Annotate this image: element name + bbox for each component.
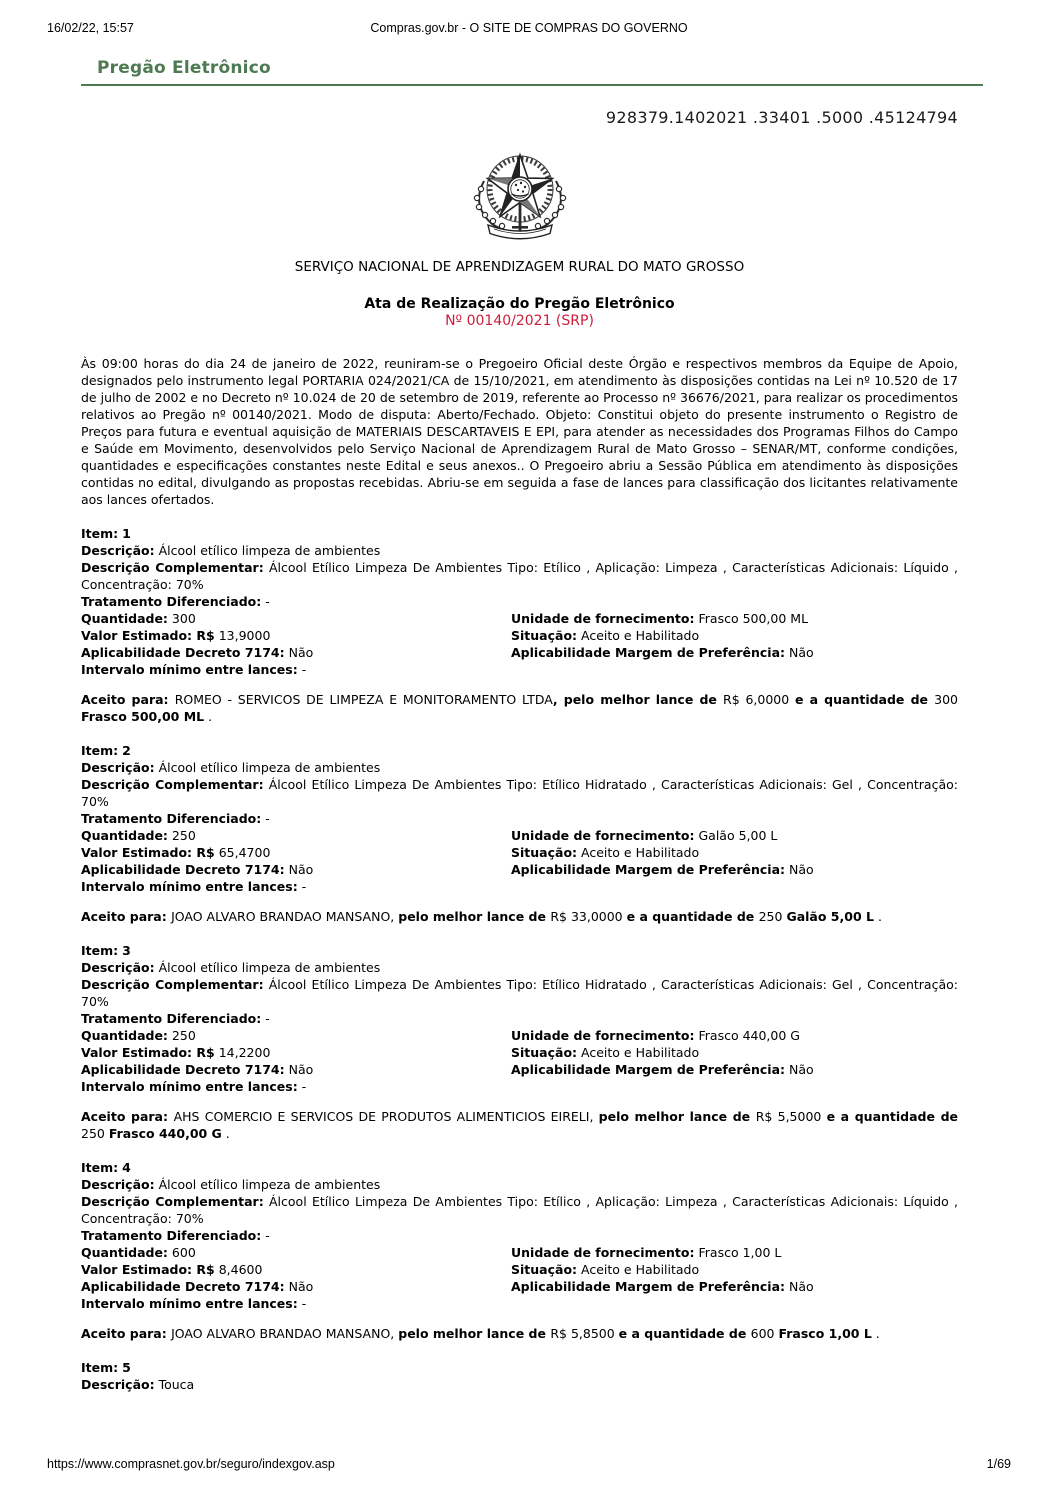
item-unidade bbox=[511, 1244, 958, 1261]
valor-estimado-situacao-row bbox=[81, 627, 958, 644]
margem-value: Não bbox=[789, 645, 814, 660]
item-label: Item: bbox=[81, 743, 119, 758]
document-content bbox=[81, 58, 958, 1393]
item-unidade bbox=[511, 610, 958, 627]
item-margem bbox=[511, 1278, 958, 1295]
margem-value: Não bbox=[789, 1062, 814, 1077]
decreto-value: Não bbox=[288, 862, 314, 877]
intervalo-value: - bbox=[301, 879, 307, 894]
item-situacao bbox=[511, 1044, 958, 1061]
item-label: Item: bbox=[81, 1360, 119, 1375]
print-datetime: 16/02/22, 15:57 bbox=[47, 21, 134, 35]
item-valor-estimado bbox=[81, 627, 511, 644]
descricao-value: Álcool etílico limpeza de ambientes bbox=[158, 960, 381, 975]
decreto-margem-row bbox=[81, 861, 958, 878]
item-descricao-complementar bbox=[81, 559, 958, 593]
page-indicator: 1/69 bbox=[986, 1457, 1011, 1471]
aceito-line bbox=[81, 1108, 958, 1142]
descricao-label: Descrição: bbox=[81, 543, 155, 558]
item-intervalo bbox=[81, 1078, 958, 1095]
margem-label: Aplicabilidade Margem de Preferência: bbox=[511, 862, 786, 877]
margem-label: Aplicabilidade Margem de Preferência: bbox=[511, 1279, 786, 1294]
aceito-text: JOAO ALVARO BRANDAO MANSANO, bbox=[171, 1326, 399, 1341]
intervalo-value: - bbox=[301, 1079, 307, 1094]
item-situacao bbox=[511, 627, 958, 644]
item-descricao bbox=[81, 1376, 958, 1393]
intro-paragraph: Às 09:00 horas do dia 24 de janeiro de 2022, reuniram-se o Pregoeiro Oficial deste Órgão e respectivos membros da Equipe de Apoio, designados pelo instrumento legal PORTARIA 024/2021/CA de 15/10/2021, em atendimento às disposições contidas na Lei nº 10.520 de 17 de julho de 2002 e no Decreto nº 10.024 de 20 de setembro de 2019, referente ao Processo nº 36676/2021, para realizar os procedimentos relativos ao Pregão nº 00140/2021. Modo de disputa: Aberto/Fechado. Objeto: Constitui objeto do presente instrumento o Registro de Preços para futura e eventual aquisição de MATERIAIS DESCARTAVEIS E EPI, para atender as necessidades dos Programas Filhos do Campo e Saúde em Movimento, desenvolvidos pelo Serviço Nacional de Aprendizagem Rural de Mato Grosso – SENAR/MT, conforme condições, quantidades e especificações constantes neste Edital e seus anexos.. O Pregoeiro abriu a Sessão Pública em atendimento às disposições contidas no edital, divulgando as propostas recebidas. Abriu-se em seguida a fase de lances para classificação dos licitantes relativamente aos lances ofertados. bbox=[81, 356, 958, 507]
valor-estimado-value: 14,2200 bbox=[218, 1045, 271, 1060]
descricao-complementar-label: Descrição Complementar: bbox=[81, 1194, 264, 1209]
item-block bbox=[81, 1159, 958, 1342]
print-footer bbox=[47, 1457, 1011, 1471]
descricao-complementar-label: Descrição Complementar: bbox=[81, 977, 264, 992]
aceito-emphasis: Frasco 440,00 G bbox=[108, 1126, 222, 1141]
intervalo-label: Intervalo mínimo entre lances: bbox=[81, 1079, 298, 1094]
situacao-label: Situação: bbox=[511, 628, 578, 643]
quantidade-value: 300 bbox=[171, 611, 196, 626]
item-block bbox=[81, 1359, 958, 1393]
quantidade-value: 250 bbox=[171, 1028, 196, 1043]
descricao-complementar-label: Descrição Complementar: bbox=[81, 560, 264, 575]
valor-estimado-label: Valor Estimado: R$ bbox=[81, 1045, 215, 1060]
item-number: 3 bbox=[122, 943, 131, 958]
aceito-text: 250 bbox=[81, 1126, 109, 1141]
item-number: 1 bbox=[122, 526, 131, 541]
aceito-text: R$ 33,0000 bbox=[550, 909, 627, 924]
descricao-value: Touca bbox=[158, 1377, 195, 1392]
aceito-emphasis: Galão 5,00 L bbox=[786, 909, 874, 924]
situacao-label: Situação: bbox=[511, 1045, 578, 1060]
section-heading: Pregão Eletrônico bbox=[97, 58, 271, 78]
item-margem bbox=[511, 644, 958, 661]
aceito-emphasis: e a quantidade de bbox=[626, 909, 759, 924]
aceito-text: R$ 5,8500 bbox=[550, 1326, 619, 1341]
item-label: Item: bbox=[81, 526, 119, 541]
descricao-value: Álcool etílico limpeza de ambientes bbox=[158, 1177, 381, 1192]
situacao-label: Situação: bbox=[511, 1262, 578, 1277]
descricao-complementar-value: Álcool Etílico Limpeza De Ambientes Tipo: Etílico , Aplicação: Limpeza , Características Adicionais: Líquido , Concentração: 70% bbox=[81, 1194, 958, 1226]
situacao-value: Aceito e Habilitado bbox=[581, 628, 700, 643]
print-title: Compras.gov.br - O SITE DE COMPRAS DO GOVERNO bbox=[370, 21, 688, 35]
aceito-text: R$ 5,5000 bbox=[755, 1109, 827, 1124]
item-quantidade bbox=[81, 1027, 511, 1044]
aceito-emphasis: e a quantidade de bbox=[618, 1326, 751, 1341]
valor-estimado-situacao-row bbox=[81, 844, 958, 861]
aceito-text: 250 bbox=[758, 909, 787, 924]
situacao-value: Aceito e Habilitado bbox=[581, 845, 700, 860]
item-decreto bbox=[81, 644, 511, 661]
aceito-emphasis: pelo melhor lance de bbox=[398, 909, 551, 924]
item-situacao bbox=[511, 1261, 958, 1278]
descricao-complementar-value: Álcool Etílico Limpeza De Ambientes Tipo: Etílico Hidratado , Características Adicionais: Gel , Concentração: 70% bbox=[81, 977, 958, 1009]
aceito-emphasis: , pelo melhor lance de bbox=[552, 692, 724, 707]
intervalo-value: - bbox=[301, 1296, 307, 1311]
valor-estimado-value: 13,9000 bbox=[218, 628, 271, 643]
item-block bbox=[81, 942, 958, 1142]
decreto-margem-row bbox=[81, 1278, 958, 1295]
item-valor-estimado bbox=[81, 844, 511, 861]
descricao-complementar-value: Álcool Etílico Limpeza De Ambientes Tipo: Etílico Hidratado , Características Adicionais: Gel , Concentração: 70% bbox=[81, 777, 958, 809]
unidade-label: Unidade de fornecimento: bbox=[511, 611, 695, 626]
item-descricao bbox=[81, 959, 958, 976]
aceito-text: . bbox=[204, 709, 213, 724]
item-intervalo bbox=[81, 1295, 958, 1312]
item-tratamento bbox=[81, 810, 958, 827]
descricao-complementar-value: Álcool Etílico Limpeza De Ambientes Tipo: Etílico , Aplicação: Limpeza , Características Adicionais: Líquido , Concentração: 70% bbox=[81, 560, 958, 592]
quantidade-value: 600 bbox=[171, 1245, 196, 1260]
document-title: Ata de Realização do Pregão Eletrônico bbox=[364, 296, 675, 312]
situacao-value: Aceito e Habilitado bbox=[581, 1262, 700, 1277]
item-label: Item: bbox=[81, 1160, 119, 1175]
section-heading-rule bbox=[81, 58, 983, 86]
quantidade-label: Quantidade: bbox=[81, 1028, 168, 1043]
descricao-label: Descrição: bbox=[81, 760, 155, 775]
item-quantidade bbox=[81, 827, 511, 844]
valor-estimado-label: Valor Estimado: R$ bbox=[81, 1262, 215, 1277]
item-header bbox=[81, 525, 958, 542]
aceito-line bbox=[81, 691, 958, 725]
document-number: 928379.1402021 .33401 .5000 .45124794 bbox=[605, 108, 958, 127]
aceito-emphasis: e a quantidade de bbox=[826, 1109, 958, 1124]
aceito-text: 300 bbox=[934, 692, 958, 707]
item-tratamento bbox=[81, 593, 958, 610]
unidade-label: Unidade de fornecimento: bbox=[511, 1245, 695, 1260]
aceito-text: JOAO ALVARO BRANDAO MANSANO, bbox=[171, 909, 399, 924]
intervalo-label: Intervalo mínimo entre lances: bbox=[81, 1296, 298, 1311]
item-header bbox=[81, 742, 958, 759]
brazil-coat-of-arms-icon bbox=[468, 147, 572, 243]
footer-url: https://www.comprasnet.gov.br/seguro/indexgov.asp bbox=[47, 1457, 335, 1471]
item-valor-estimado bbox=[81, 1044, 511, 1061]
item-intervalo bbox=[81, 878, 958, 895]
decreto-value: Não bbox=[288, 1279, 314, 1294]
item-descricao bbox=[81, 542, 958, 559]
unidade-value: Galão 5,00 L bbox=[698, 828, 778, 843]
unidade-value: Frasco 500,00 ML bbox=[698, 611, 809, 626]
aceito-line bbox=[81, 1325, 958, 1342]
quantidade-unidade-row bbox=[81, 1027, 958, 1044]
descricao-value: Álcool etílico limpeza de ambientes bbox=[158, 543, 381, 558]
item-decreto bbox=[81, 1061, 511, 1078]
decreto-label: Aplicabilidade Decreto 7174: bbox=[81, 1062, 285, 1077]
item-descricao-complementar bbox=[81, 976, 958, 1010]
tratamento-value: - bbox=[265, 594, 270, 609]
aceito-text: . bbox=[873, 909, 882, 924]
item-margem bbox=[511, 1061, 958, 1078]
decreto-label: Aplicabilidade Decreto 7174: bbox=[81, 862, 285, 877]
aceito-text: ROMEO - SERVICOS DE LIMPEZA E MONITORAMENTO LTDA bbox=[174, 692, 553, 707]
aceito-text: AHS COMERCIO E SERVICOS DE PRODUTOS ALIMENTICIOS EIRELI, bbox=[173, 1109, 599, 1124]
item-unidade bbox=[511, 1027, 958, 1044]
valor-estimado-label: Valor Estimado: R$ bbox=[81, 845, 215, 860]
item-descricao bbox=[81, 1176, 958, 1193]
aceito-emphasis: pelo melhor lance de bbox=[598, 1109, 756, 1124]
quantidade-label: Quantidade: bbox=[81, 611, 168, 626]
aceito-emphasis: e a quantidade de bbox=[794, 692, 935, 707]
situacao-value: Aceito e Habilitado bbox=[581, 1045, 700, 1060]
item-header bbox=[81, 1159, 958, 1176]
item-tratamento bbox=[81, 1010, 958, 1027]
descricao-value: Álcool etílico limpeza de ambientes bbox=[158, 760, 381, 775]
aceito-emphasis: Frasco 1,00 L bbox=[778, 1326, 872, 1341]
aceito-emphasis: Aceito para: bbox=[81, 692, 175, 707]
item-situacao bbox=[511, 844, 958, 861]
quantidade-label: Quantidade: bbox=[81, 1245, 168, 1260]
tratamento-value: - bbox=[265, 1228, 270, 1243]
item-quantidade bbox=[81, 1244, 511, 1261]
quantidade-unidade-row bbox=[81, 827, 958, 844]
intervalo-label: Intervalo mínimo entre lances: bbox=[81, 662, 298, 677]
document-subtitle: Nº 00140/2021 (SRP) bbox=[445, 313, 594, 329]
unidade-value: Frasco 1,00 L bbox=[698, 1245, 782, 1260]
margem-label: Aplicabilidade Margem de Preferência: bbox=[511, 645, 786, 660]
quantidade-unidade-row bbox=[81, 610, 958, 627]
item-margem bbox=[511, 861, 958, 878]
item-number: 5 bbox=[122, 1360, 131, 1375]
item-descricao-complementar bbox=[81, 776, 958, 810]
tratamento-label: Tratamento Diferenciado: bbox=[81, 1228, 262, 1243]
organization-name: SERVIÇO NACIONAL DE APRENDIZAGEM RURAL DO MATO GROSSO bbox=[294, 259, 745, 275]
item-descricao-complementar bbox=[81, 1193, 958, 1227]
item-block bbox=[81, 742, 958, 925]
tratamento-label: Tratamento Diferenciado: bbox=[81, 811, 262, 826]
item-descricao bbox=[81, 759, 958, 776]
item-header bbox=[81, 1359, 958, 1376]
item-intervalo bbox=[81, 661, 958, 678]
aceito-emphasis: Aceito para: bbox=[81, 1326, 172, 1341]
decreto-label: Aplicabilidade Decreto 7174: bbox=[81, 1279, 285, 1294]
descricao-label: Descrição: bbox=[81, 1377, 155, 1392]
item-header bbox=[81, 942, 958, 959]
item-label: Item: bbox=[81, 943, 119, 958]
aceito-emphasis: Frasco 500,00 ML bbox=[81, 709, 205, 724]
decreto-label: Aplicabilidade Decreto 7174: bbox=[81, 645, 285, 660]
aceito-emphasis: Aceito para: bbox=[81, 909, 172, 924]
aceito-text: . bbox=[221, 1126, 230, 1141]
item-valor-estimado bbox=[81, 1261, 511, 1278]
aceito-emphasis: pelo melhor lance de bbox=[398, 1326, 551, 1341]
decreto-value: Não bbox=[288, 645, 314, 660]
decreto-margem-row bbox=[81, 1061, 958, 1078]
tratamento-value: - bbox=[265, 811, 270, 826]
unidade-label: Unidade de fornecimento: bbox=[511, 1028, 695, 1043]
item-decreto bbox=[81, 861, 511, 878]
descricao-complementar-label: Descrição Complementar: bbox=[81, 777, 264, 792]
valor-estimado-situacao-row bbox=[81, 1044, 958, 1061]
aceito-text: . bbox=[871, 1326, 880, 1341]
emblem bbox=[81, 147, 958, 247]
tratamento-label: Tratamento Diferenciado: bbox=[81, 594, 262, 609]
margem-value: Não bbox=[789, 1279, 814, 1294]
item-tratamento bbox=[81, 1227, 958, 1244]
tratamento-value: - bbox=[265, 1011, 270, 1026]
tratamento-label: Tratamento Diferenciado: bbox=[81, 1011, 262, 1026]
quantidade-value: 250 bbox=[171, 828, 196, 843]
aceito-emphasis: Aceito para: bbox=[81, 1109, 174, 1124]
aceito-line bbox=[81, 908, 958, 925]
descricao-label: Descrição: bbox=[81, 960, 155, 975]
unidade-value: Frasco 440,00 G bbox=[698, 1028, 800, 1043]
valor-estimado-value: 8,4600 bbox=[218, 1262, 263, 1277]
item-unidade bbox=[511, 827, 958, 844]
aceito-text: 600 bbox=[750, 1326, 779, 1341]
print-header bbox=[47, 21, 1011, 35]
unidade-label: Unidade de fornecimento: bbox=[511, 828, 695, 843]
valor-estimado-value: 65,4700 bbox=[218, 845, 271, 860]
item-quantidade bbox=[81, 610, 511, 627]
item-number: 2 bbox=[122, 743, 131, 758]
aceito-text: R$ 6,0000 bbox=[723, 692, 795, 707]
item-number: 4 bbox=[122, 1160, 131, 1175]
intervalo-label: Intervalo mínimo entre lances: bbox=[81, 879, 298, 894]
decreto-value: Não bbox=[288, 1062, 314, 1077]
margem-label: Aplicabilidade Margem de Preferência: bbox=[511, 1062, 786, 1077]
valor-estimado-situacao-row bbox=[81, 1261, 958, 1278]
quantidade-label: Quantidade: bbox=[81, 828, 168, 843]
situacao-label: Situação: bbox=[511, 845, 578, 860]
items-list bbox=[81, 525, 958, 1393]
descricao-label: Descrição: bbox=[81, 1177, 155, 1192]
item-block bbox=[81, 525, 958, 725]
valor-estimado-label: Valor Estimado: R$ bbox=[81, 628, 215, 643]
margem-value: Não bbox=[789, 862, 814, 877]
decreto-margem-row bbox=[81, 644, 958, 661]
item-decreto bbox=[81, 1278, 511, 1295]
quantidade-unidade-row bbox=[81, 1244, 958, 1261]
intervalo-value: - bbox=[301, 662, 307, 677]
